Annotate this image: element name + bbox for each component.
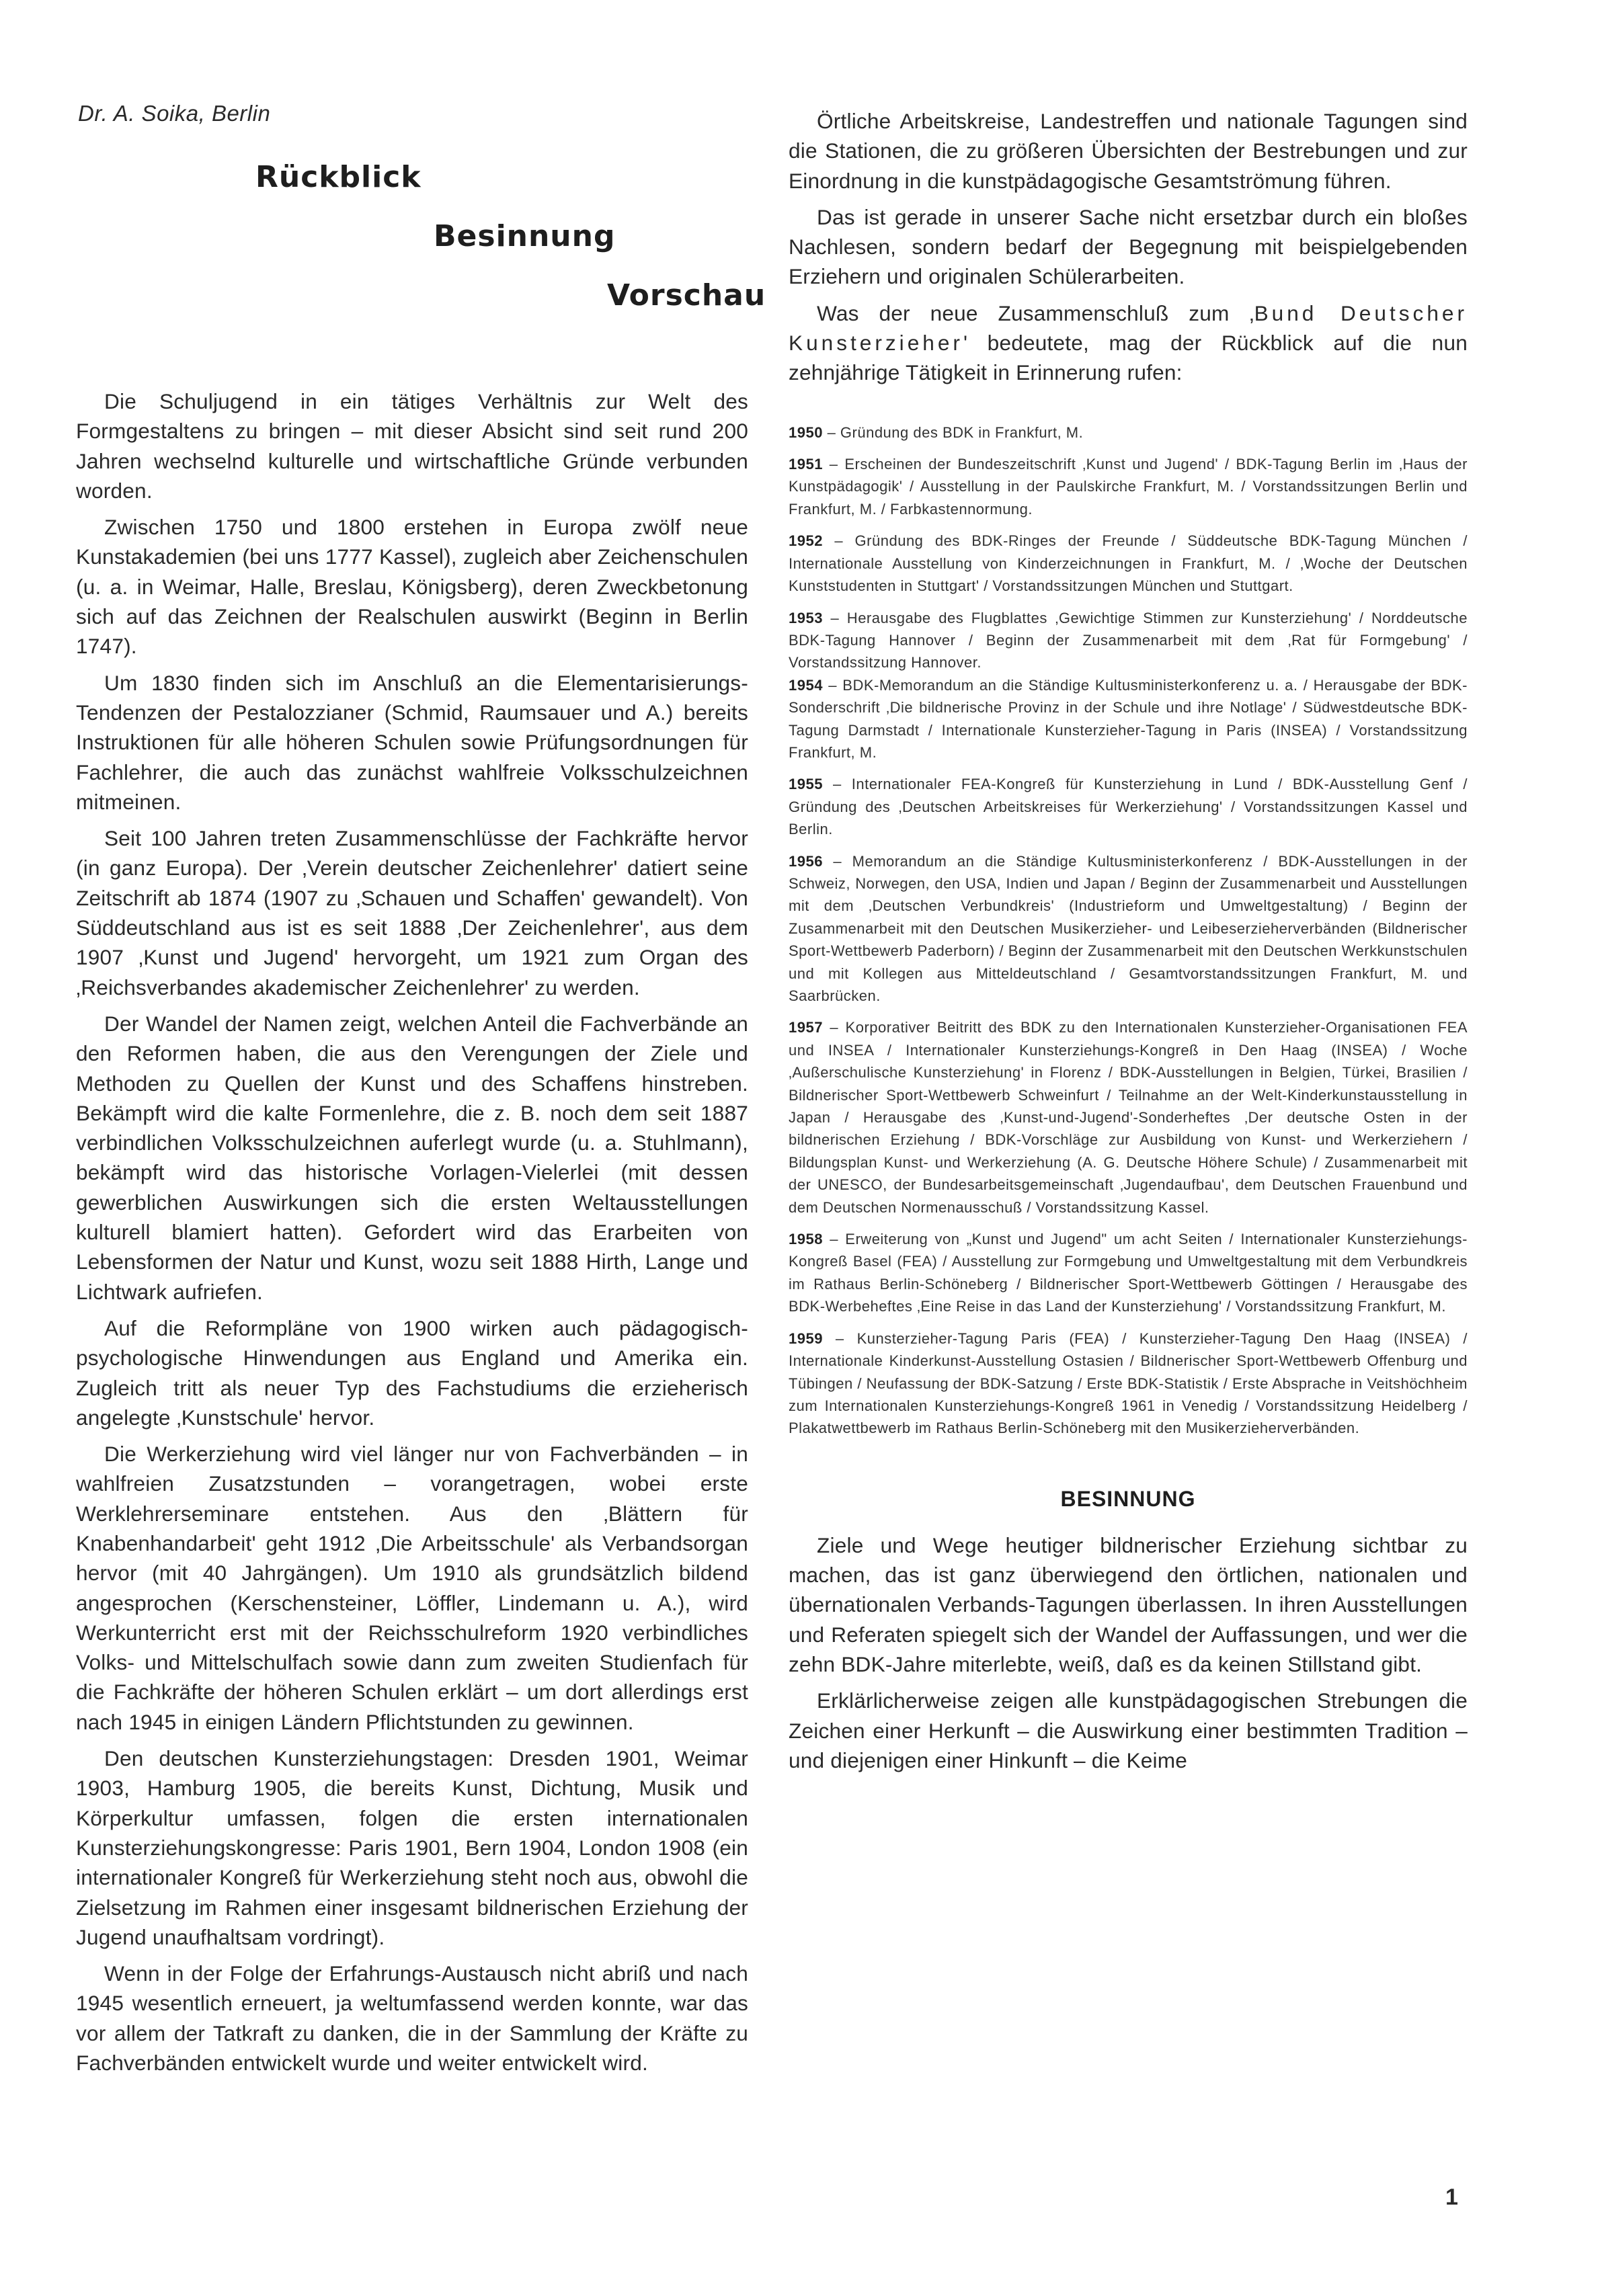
paragraph: Die Werkerziehung wird viel länger nur von Fachverbänden – in wahlfreien Zusatzstunden – vorangetragen, wobei erste Werklehrerseminare entstehen. Aus den ‚Blättern für Knabenhandarbeit' geht 1912 ‚Die Arbeitsschule' als Verbandsorgan hervor (mit 40 Jahrgängen). Um 1910 als grundsätzlich bildend angesprochen (Kerschensteiner, Löffler, Lindemann u. A.), wird Werkunterricht erst mit der Reichsschulreform 1920 verbindliches Volks- und Mittelschulfach sowie dann zum zweiten Studienfach für die Fachkräfte der höheren Schulen erklärt – um dort allerdings erst nach 1945 in einigen Ländern Pflichtstunden zu gewinnen. [76,1442,748,1734]
chronology-entry [789,850,1468,1008]
left-body-text [76,386,748,2078]
besinnung-paragraph: Erklärlicherweise zeigen alle kunstpädagogischen Strebungen die Zeichen einer Herkunft – die Auswirkung einer bestimmten Tradition – und diejenigen einer Hinkunft – die Keime [789,1688,1468,1772]
chronology-entry [789,607,1468,674]
paragraph: Auf die Reformpläne von 1900 wirken auch pädagogisch-psychologische Hinwendungen aus England und Amerika ein. Zugleich tritt als neuer Typ des Fachstudiums die erzieherisch angelegte ‚Kunstschule' hervor. [76,1315,748,1430]
intro-text-after: ' bedeutete, mag der Rückblick auf die nun zehnjährige Tätigkeit in Erinnerung rufen: [789,331,1468,385]
entry-year: 1956 [789,852,823,870]
entry-year: 1950 [789,423,823,441]
intro-paragraph-bdk [789,298,1468,388]
entry-year: 1957 [789,1019,823,1036]
chronology-list [789,421,1468,1440]
author-line: Dr. A. Soika, Berlin [78,101,271,126]
entry-text: – Herausgabe des Flugblattes ‚Gewichtige Stimmen zur Kunsterziehung' / Norddeutsche BDK-Tagung Hannover / Beginn der Zusammenarbeit mit dem ‚Rat für Formgebung' / Vorstandssitzung Hannover. [789,609,1468,671]
entry-text: – Gründung des BDK in Frankfurt, M. [822,423,1084,441]
besinnung-paragraph: Ziele und Wege heutiger bildnerischer Erziehung sichtbar zu machen, das ist ganz überwiegend den örtlichen, nationalen und übernationalen Verbands-Tagungen überlassen. In ihren Ausstellungen und Referaten spiegelt sich der Wandel der Auffassungen, und wer die zehn BDK-Jahre miterlebte, weiß, daß es da keinen Stillstand gibt. [789,1532,1468,1676]
chronology-entry [789,1016,1468,1219]
chronology-entry [789,1327,1468,1440]
section-heading-besinnung: BESINNUNG [1060,1486,1196,1511]
chronology-entry [789,674,1468,764]
page-number: 1 [1445,2184,1458,2210]
chronology-entry [789,530,1468,597]
chronology-entry [789,421,1468,444]
paragraph: Zwischen 1750 und 1800 erstehen in Europa zwölf neue Kunstakademien (bei uns 1777 Kassel), zugleich aber Zeichenschulen (u. a. in Weimar, Halle, Breslau, Königsberg), deren Zweckbetonung sich auf das Zeichnen der Realschulen auswirkt (Beginn in Berlin 1747). [76,515,748,659]
entry-text: – Memorandum an die Ständige Kultusministerkonferenz / BDK-Ausstellungen in der Schweiz, Norwegen, den USA, Indien und Japan / Beginn der Zusammenarbeit und Ausstellungen mit dem ‚Deutschen Verbundkreis' (Industrieform und Umweltgestaltung) / Beginn der Zusammenarbeit mit den Deutschen Musikerzieher- und Leibeserzieherverbänden (Bildnerischer Sport-Wettbewerb Paderborn) / Beginn der Zusammenarbeit mit den Deutschen Werkkunstschulen und mit Kollegen aus Mitteldeutschland / Gesamtvorstandssitzungen Frankfurt, M. und Saarbrücken. [789,852,1468,1005]
chronology-entry [789,773,1468,840]
entry-year: 1959 [789,1329,823,1347]
title-vorschau: Vorschau [607,278,766,313]
entry-year: 1953 [789,609,823,626]
entry-text: – BDK-Memorandum an die Ständige Kultusministerkonferenz u. a. / Herausgabe der BDK-Sonderschrift ‚Die bildnerische Provinz in der Schule und ihre Notlage' / Südwestdeutsche BDK-Tagung Darmstadt / Internationale Kunsterzieher-Tagung in Paris (INSEA) / Vorstandssitzung Frankfurt, M. [789,676,1468,761]
entry-year: 1952 [789,532,823,550]
intro-paragraph: Das ist gerade in unserer Sache nicht ersetzbar durch ein bloßes Nachlesen, sondern bedarf der Begegnung mit beispielgebenden Erziehern und originalen Schülerarbeiten. [789,204,1468,289]
entry-text: – Kunsterzieher-Tagung Paris (FEA) / Kunsterzieher-Tagung Den Haag (INSEA) / Internationale Kinderkunst-Ausstellung Ostasien / Bildnerischer Sport-Wettbewerb Offenburg und Tübingen / Neufassung der BDK-Satzung / Erste BDK-Statistik / Erste Absprache in Veitshöchheim zum Internationalen Kunsterziehungs-Kongreß 1961 in Venedig / Vorstandssitzung Heidelberg / Plakatwettbewerb im Rathaus Berlin-Schöneberg mit den Musikerzieherverbänden. [789,1329,1468,1437]
title-besinnung: Besinnung [434,219,616,253]
entry-text: – Gründung des BDK-Ringes der Freunde / Süddeutsche BDK-Tagung München / Internationale Ausstellung von Kinderzeichnungen in Frankfurt, M. / ‚Woche der Deutschen Kunststudenten in Stuttgart' / Vorstandssitzungen München und Stuttgart. [789,532,1468,595]
entry-text: – Erscheinen der Bundeszeitschrift ‚Kunst und Jugend' / BDK-Tagung Berlin im ‚Haus der Kunstpädagogik' / Ausstellung in der Paulskirche Frankfurt, M. / Vorstandssitzungen Berlin und Frankfurt, M. / Farbkastennormung. [789,456,1468,518]
paragraph: Wenn in der Folge der Erfahrungs-Austausch nicht abriß und nach 1945 wesentlich erneuert, ja weltumfassend werden konnte, war das vor allem der Tatkraft zu danken, die in der Sammlung der Kräfte zu Fachverbänden entwickelt wurde und weiter entwickelt wird. [76,1961,748,2076]
entry-year: 1954 [789,676,823,694]
intro-text-before: Was der neue Zusammenschluß zum ‚ [817,300,1254,325]
left-column [76,101,766,2084]
entry-text: – Internationaler FEA-Kongreß für Kunsterziehung in Lund / BDK-Ausstellung Genf / Gründung des ‚Deutschen Arbeitskreises für Werkerziehung' / Vorstandssitzungen Kassel und Berlin. [789,776,1468,838]
paragraph: Um 1830 finden sich im Anschluß an die Elementarisierungs-Tendenzen der Pestalozzianer (Schmid, Raumsauer und A.) bereits Instruktionen für alle höheren Schulen sowie Prüfungsordnungen für Fachlehrer, die auch das zunächst wahlfreie Volksschulzeichnen mitmeinen. [76,670,748,814]
entry-text: – Korporativer Beitritt des BDK zu den Internationalen Kunsterzieher-Organisationen FEA und INSEA / Internationaler Kunsterziehungs-Kongreß in Den Haag (INSEA) / Woche ‚Außerschulische Kunsterziehung' in Florenz / BDK-Ausstellungen in Belgien, Türkei, Brasilien / Bildnerischer Sport-Wettbewerb Schweinfurt / Teilnahme an der Welt-Kinderkunstausstellung in Japan / Herausgabe des ‚Kunst-und-Jugend'-Sonderheftes ‚Der deutsche Osten in der bildnerischen Erziehung / BDK-Vorschläge zur Ausbildung von Kunst- und Werkerziehern / Bildungsplan Kunst- und Werkerziehung (A. G. Deutsche Höhere Schule) / Zusammenarbeit mit der UNESCO, der Bundesarbeitsgemeinschaft ‚Jugendaufbau', dem Deutschen Frauenbund und dem Deutschen Normenausschuß / Vorstandssitzung Kassel. [789,1019,1468,1216]
paragraph: Den deutschen Kunsterziehungstagen: Dresden 1901, Weimar 1903, Hamburg 1905, die bereits Kunst, Dichtung, Musik und Körperkultur umfassen, folgen die ersten internationalen Kunsterziehungskongresse: Paris 1901, Bern 1904, London 1908 (ein internationaler Kongreß für Werkerziehung steht noch aus, obwohl die Zielsetzung im Rahmen einer insgesamt bildnerischen Erziehung der Jugend unaufhaltsam vordringt). [76,1746,748,1949]
entry-year: 1951 [789,456,823,473]
paragraph: Seit 100 Jahren treten Zusammenschlüsse der Fachkräfte hervor (in ganz Europa). Der ‚Verein deutscher Zeichenlehrer' datiert seine Zeitschrift ab 1874 (1907 zu ‚Schauen und Schaffen' gewandelt). Von Süddeutschland aus ist es seit 1888 ‚Der Zeichenlehrer', aus dem 1907 ‚Kunst und Jugend' hervorgeht, um 1921 zum Organ des ‚Reichsverbandes akademischer Zeichenlehrer' zu werden. [76,826,748,999]
bdk-name-spaced: Bund Deutscher Kunsterzieher [789,300,1468,356]
entry-year: 1958 [789,1231,823,1248]
intro-paragraph: Örtliche Arbeitskreise, Landestreffen und nationale Tagungen sind die Stationen, die zu größeren Übersichten der Bestrebungen und zur Einordnung in die kunstpädagogische Gesamtströmung führen. [789,109,1468,193]
chronology-entry [789,1228,1468,1318]
entry-text: – Erweiterung von „Kunst und Jugend" um acht Seiten / Internationaler Kunsterziehungs-Kongreß Basel (FEA) / Ausstellung zur Formgebung und Umweltgestaltung mit dem Verbundkreis im Rathaus Berlin-Schöneberg / Bildnerischer Sport-Wettbewerb Göttingen / Herausgabe des BDK-Werbeheftes ‚Eine Reise in das Land der Kunsterziehung' / Vorstandssitzung Frankfurt, M. [789,1231,1468,1315]
title-rueckblick: Rückblick [255,160,422,194]
paragraph: Die Schuljugend in ein tätiges Verhältnis zur Welt des Formgestaltens zu bringen – mit dieser Absicht sind seit rund 200 Jahren wechselnd kulturelle und wirtschaftliche Gründe verbunden worden. [76,389,748,503]
chronology-entry [789,453,1468,520]
right-column [789,106,1468,1782]
entry-year: 1955 [789,776,823,793]
paragraph: Der Wandel der Namen zeigt, welchen Anteil die Fachverbände an den Reformen haben, die aus den Verengungen der Ziele und Methoden zu Quellen der Kunst und des Schaffens hinstreben. Bekämpft wird die kalte Formenlehre, die z. B. noch dem seit 1887 verbindlichen Volksschulzeichnen auferlegt wurde (u. a. Stuhlmann), bekämpft wird das historische Vorlagen-Vielerlei (mit dessen gewerblichen Auswirkungen sich die ersten Weltausstellungen kulturell blamiert hatten). Gefordert wird das Erarbeiten von Lebensformen der Natur und Kunst, wozu seit 1888 Hirth, Lange und Lichtwark aufriefen. [76,1011,748,1304]
